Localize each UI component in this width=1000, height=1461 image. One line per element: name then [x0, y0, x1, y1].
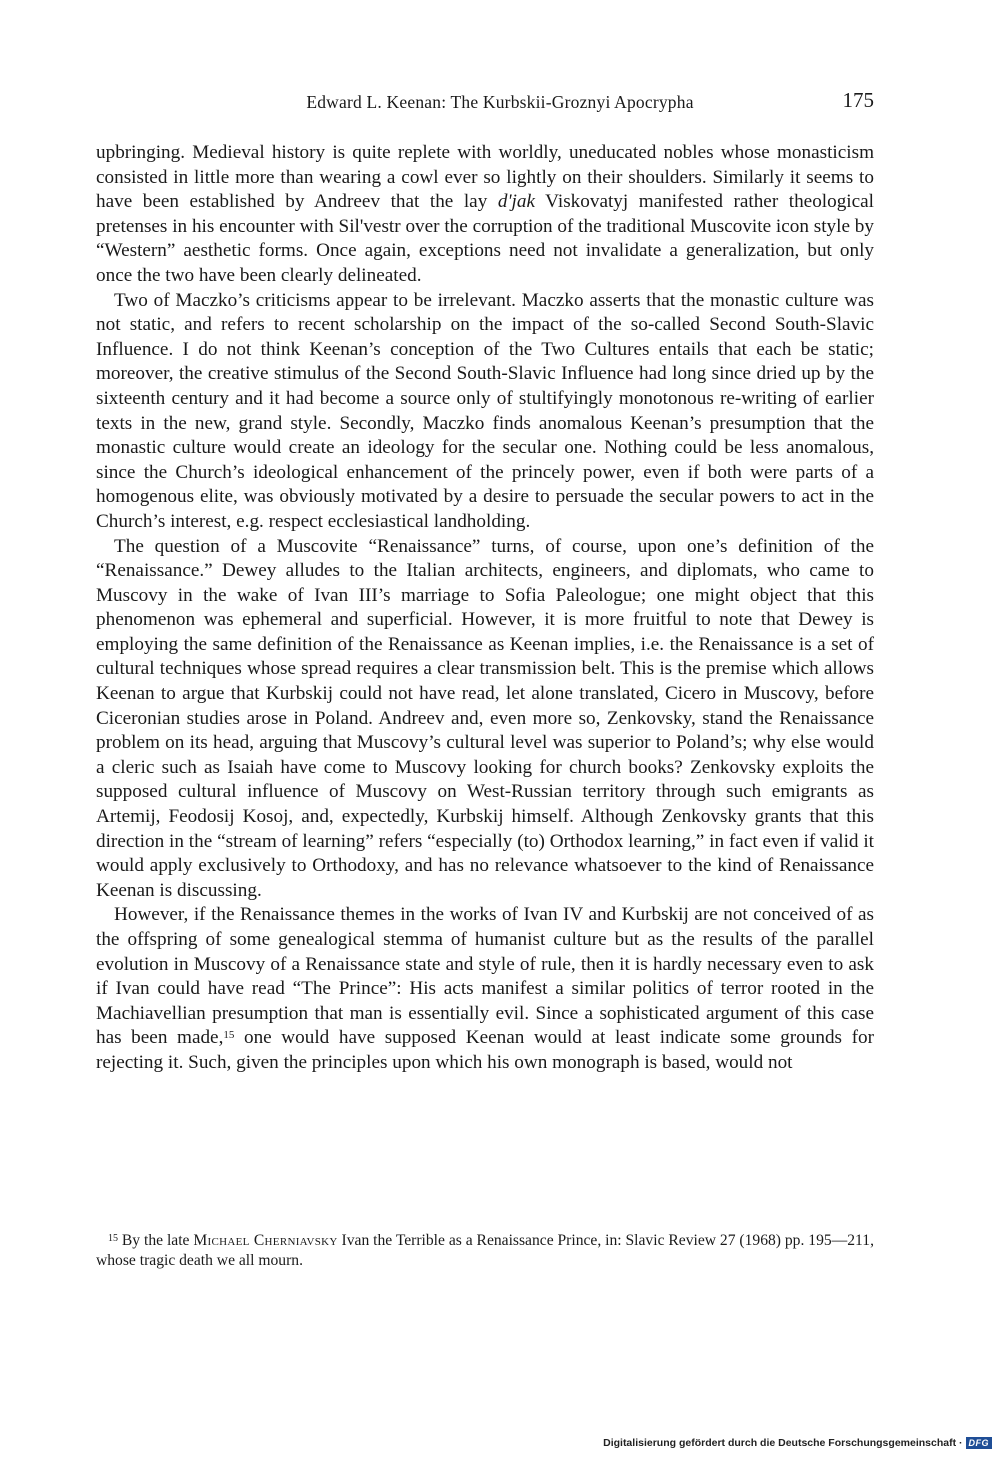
running-title: Edward L. Keenan: The Kurbskii-Groznyi Apocrypha — [306, 92, 694, 112]
footnote-prefix: By the late — [118, 1232, 194, 1249]
body-text — [96, 141, 874, 1076]
footnote-reference[interactable]: 15 — [223, 1029, 235, 1042]
djak-term: d'jak — [497, 191, 535, 213]
page-header — [0, 88, 1000, 118]
paragraph-2: Two of Maczko’s criticisms appear to be irrelevant. Maczko asserts that the monastic culture was not static, and refers to recent scholarship on the impact of the so-called Second South-Slavic Influence. I do not think Keenan’s conception of the Two Cultures entails that each be static; moreover, the creative stimulus of the Second South-Slavic Influence had long since dried up by the sixteenth century and it had become a source only of stultifyingly monotonous re-writing of earlier texts in the new, grand style. Secondly, Maczko finds anomalous Keenan’s presumption that the monastic culture would create an ideology for the secular one. Nothing could be less anomalous, since the Church’s ideological enhancement of the princely power, even if both were parts of a homogenous elite, was obviously motivated by a desire to persuade the secular powers to act in the Church’s interest, e.g. respect ecclesiastical landholding. — [96, 289, 874, 532]
paragraph-4-text: However, if the Renaissance themes in the works of Ivan IV and Kurbskij are not conceived of as the offspring of some genealogical stemma of humanist culture but as the results of the parallel evolution in Muscovy of a Renaissance state and style of rule, then it is hardly necessary even to ask if Ivan could have read “The Prince”: His acts manifest a similar politics of terror rooted in the Machiavellian presumption that man is essentially evil. Since a sophisticated argument of this case has been made, — [96, 904, 874, 1049]
paragraph-1 — [96, 141, 874, 289]
digitization-credit — [603, 1437, 992, 1449]
credit-text: Digitalisierung gefördert durch die Deutsche Forschungsgemeinschaft · — [603, 1437, 963, 1449]
footnote-author: Michael Cherniavsky — [193, 1232, 338, 1249]
paragraph-4-rest: one would have supposed Keenan would at least indicate some grounds for rejecting it. Such, given the principles upon which his own monograph is based, would not — [96, 1027, 874, 1073]
page-number: 175 — [842, 88, 874, 112]
footnote-number: 15 — [108, 1233, 118, 1244]
paragraph-1-rest: Viskovatyj manifested rather theological pretenses in his encounter with Sil'vestr over the corruption of the traditional Muscovite icon style by “Western” aesthetic forms. Once again, exceptions need not invalidate a generalization, but only once the two have been clearly delineated. — [96, 191, 875, 286]
footnote-text — [96, 1231, 874, 1271]
footnote-body: Ivan the Terrible as a Renaissance Prince, in: Slavic Review 27 (1968) pp. 195—211, whose tragic death we all mourn. — [96, 1232, 874, 1269]
footnote — [96, 1231, 874, 1271]
paragraph-4 — [96, 903, 874, 1075]
paragraph-3: The question of a Muscovite “Renaissance” turns, of course, upon one’s definition of the “Renaissance.” Dewey alludes to the Italian architects, engineers, and diplomats, who came to Muscovy in the wake of Ivan III’s marriage to Sofia Paleologue; one might object that this phenomenon was ephemeral and superficial. However, it is more fruitful to note that Dewey is employing the same definition of the Renaissance as Keenan implies, i.e. the Renaissance is a set of cultural techniques whose spread requires a clear transmission belt. This is the premise which allows Keenan to argue that Kurbskij could not have read, let alone translated, Cicero in Muscovy, before Ciceronian studies arose in Poland. Andreev and, even more so, Zenkovsky, stand the Renaissance problem on its head, arguing that Muscovy’s cultural level was superior to Poland’s; why else would a cleric such as Isaiah have come to Muscovy looking for church books? Zenkovsky exploits the supposed cultural influence of Muscovy on West-Russian territory through such emigrants as Artemij, Feodosij Kosoj, and, expectedly, Kurbskij himself. Although Zenkovsky grants that this direction in the “stream of learning” refers “especially (to) Orthodox learning,” in fact even if valid it would apply exclusively to Orthodoxy, and has no relevance whatsoever to the kind of Renaissance Keenan is discussing. — [96, 535, 874, 901]
dfg-logo: DFG — [966, 1437, 993, 1449]
paragraph-1-text: upbringing. Medieval history is quite replete with worldly, uneducated nobles whose monasticism consisted in little more than wearing a cowl ever so lightly on their shoulders. Similarly it seems to have been established by Andreev that the lay — [96, 142, 874, 213]
